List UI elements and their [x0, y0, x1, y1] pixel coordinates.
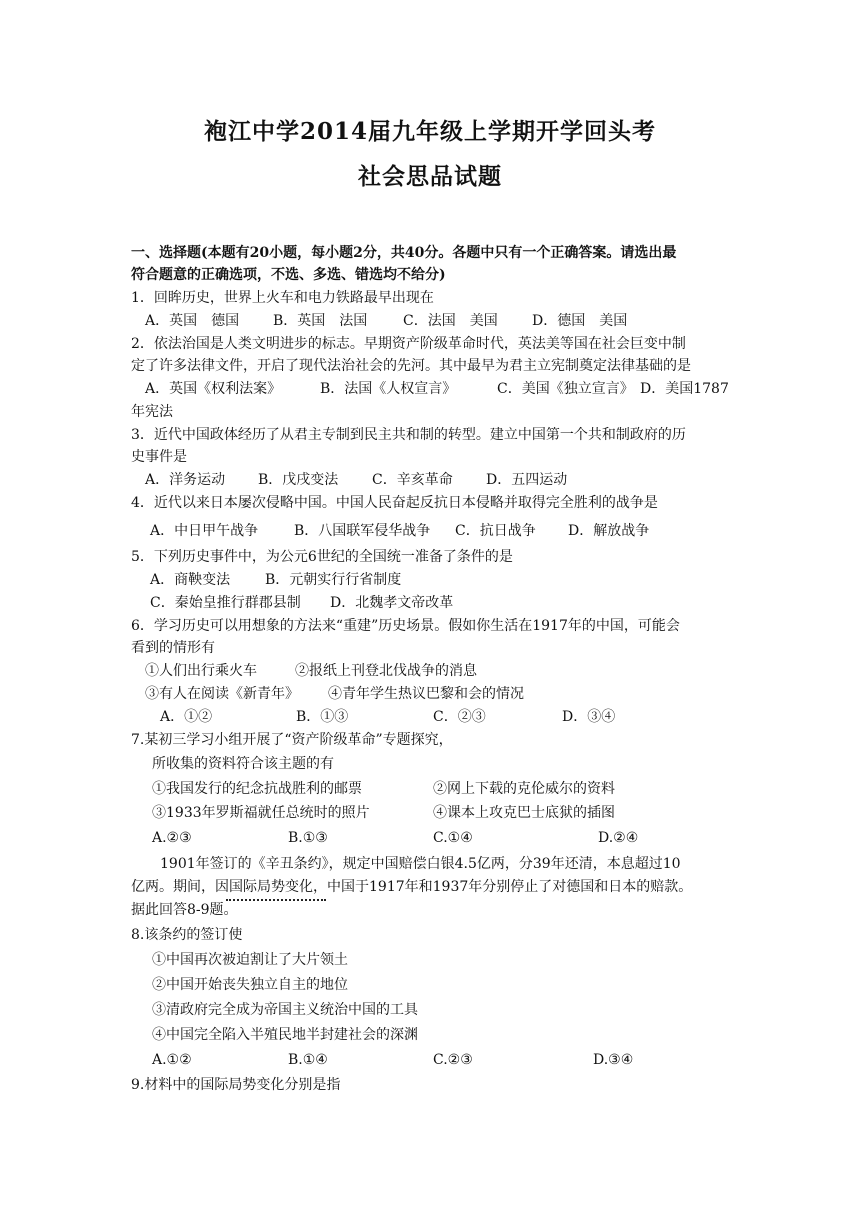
q6-option-a: A．①②: [160, 709, 213, 725]
question-6-stem-line1: 6．学习历史可以用想象的方法来“重建”历史场景。假如你生活在1917年的中国，可能会: [131, 618, 680, 634]
material-line3: [131, 901, 238, 919]
q8-option-b: B.①④: [288, 1052, 328, 1068]
q3-option-a: A．洋务运动: [145, 472, 226, 488]
q1-option-d: D．德国 美国: [532, 313, 628, 329]
q7-statement-1: ①我国发行的纪念抗战胜利的邮票: [152, 781, 362, 797]
q7-option-b: B.①③: [288, 830, 328, 846]
q5-option-b: B．元朝实行行省制度: [265, 572, 402, 588]
q8-option-c: C.②③: [433, 1052, 473, 1068]
question-3-stem-line2: 史事件是: [131, 449, 187, 465]
question-4-stem: 4．近代以来日本屡次侵略中国。中国人民奋起反抗日本侵略并取得完全胜利的战争是: [131, 495, 658, 511]
q7-statement-3: ③1933年罗斯福就任总统时的照片: [152, 805, 370, 821]
question-8-stem: 8.该条约的签订使: [131, 927, 243, 943]
q4-option-c: C．抗日战争: [455, 523, 536, 539]
question-9-stem: 9.材料中的国际局势变化分别是指: [131, 1077, 341, 1093]
q1-option-c: C．法国 美国: [403, 313, 498, 329]
q1-option-a: A．英国 德国: [145, 313, 240, 329]
q2-option-d: D．美国1787: [640, 381, 729, 397]
material-line2: 亿两。期间，因国际局势变化，中国于1917年和1937年分别停止了对德国和日本的赔款。: [131, 879, 693, 895]
section-instructions-line1: 一、选择题(本题有20小题，每小题2分，共40分。各题中只有一个正确答案。请选出最: [131, 245, 677, 261]
q2-option-c: C．美国《独立宣言》: [497, 381, 634, 397]
question-5-stem: 5．下列历史事件中，为公元6世纪的全国统一准备了条件的是: [131, 549, 513, 565]
exam-title: 袍江中学2014届九年级上学期开学回头考: [203, 118, 656, 145]
material-line1: 1901年签订的《辛丑条约》，规定中国赔偿白银4.5亿两，分39年还清，本息超过10: [160, 856, 681, 872]
q4-option-b: B．八国联军侵华战争: [294, 523, 431, 539]
q3-option-d: D．五四运动: [486, 472, 568, 488]
q8-statement-1: ①中国再次被迫割让了大片领土: [152, 952, 348, 968]
material-line3-prefix: 据此回答: [131, 902, 187, 918]
material-question-range: 8-9: [187, 902, 210, 918]
q5-option-a: A．商鞅变法: [150, 572, 231, 588]
material-line3-suffix: 题。: [209, 902, 238, 918]
q2-option-a: A．英国《权利法案》: [145, 381, 282, 397]
q5-option-c: C．秦始皇推行群郡县制: [150, 595, 301, 611]
q2-option-d-continued: 年宪法: [131, 404, 173, 420]
q6-statement-3: ③有人在阅读《新青年》: [145, 686, 299, 702]
q6-option-b: B．①③: [296, 709, 349, 725]
q7-statement-2: ②网上下载的克伦威尔的资料: [433, 781, 615, 797]
q8-statement-2: ②中国开始丧失独立自主的地位: [152, 977, 348, 993]
q2-option-b: B．法国《人权宣言》: [320, 381, 457, 397]
q6-statement-4: ④青年学生热议巴黎和会的情况: [328, 686, 524, 702]
question-6-stem-line2: 看到的情形有: [131, 640, 215, 656]
question-7-stem-line1: 7.某初三学习小组开展了“资产阶级革命”专题探究，: [131, 732, 453, 748]
q8-option-d: D.③④: [593, 1052, 634, 1068]
q4-option-d: D．解放战争: [568, 523, 650, 539]
q8-statement-3: ③清政府完全成为帝国主义统治中国的工具: [152, 1002, 418, 1018]
exam-subtitle: 社会思品试题: [358, 163, 502, 190]
q3-option-b: B．戊戌变法: [258, 472, 339, 488]
q7-statement-4: ④课本上攻克巴士底狱的插图: [433, 805, 615, 821]
q6-option-c: C．②③: [433, 709, 486, 725]
question-1-stem: 1．回眸历史，世界上火车和电力铁路最早出现在: [131, 290, 434, 306]
q8-statement-4: ④中国完全陷入半殖民地半封建社会的深渊: [152, 1027, 418, 1043]
question-2-stem-line1: 2．依法治国是人类文明进步的标志。早期资产阶级革命时代，英法美等国在社会巨变中制: [131, 336, 686, 352]
question-3-stem-line1: 3．近代中国政体经历了从君主专制到民主共和制的转型。建立中国第一个共和制政府的历: [131, 427, 686, 443]
q6-statement-2: ②报纸上刊登北伐战争的消息: [295, 663, 477, 679]
q7-option-d: D.②④: [598, 830, 639, 846]
q6-option-d: D．③④: [562, 709, 616, 725]
q6-statement-1: ①人们出行乘火车: [145, 663, 257, 679]
q5-option-d: D．北魏孝文帝改革: [330, 595, 454, 611]
q8-option-a: A.①②: [152, 1052, 192, 1068]
section-instructions-line2: 符合题意的正确选项，不选、多选、错选均不给分): [131, 267, 446, 283]
q3-option-c: C．辛亥革命: [372, 472, 453, 488]
q4-option-a: A．中日甲午战争: [150, 523, 259, 539]
q7-option-c: C.①④: [433, 830, 473, 846]
q7-option-a: A.②③: [152, 830, 192, 846]
emphasis-dots: [226, 895, 326, 901]
q1-option-b: B．英国 法国: [273, 313, 368, 329]
question-7-stem-line2: 所收集的资料符合该主题的有: [152, 756, 334, 772]
question-2-stem-line2: 定了许多法律文件，开启了现代法治社会的先河。其中最早为君主立宪制奠定法律基础的是: [131, 358, 691, 374]
